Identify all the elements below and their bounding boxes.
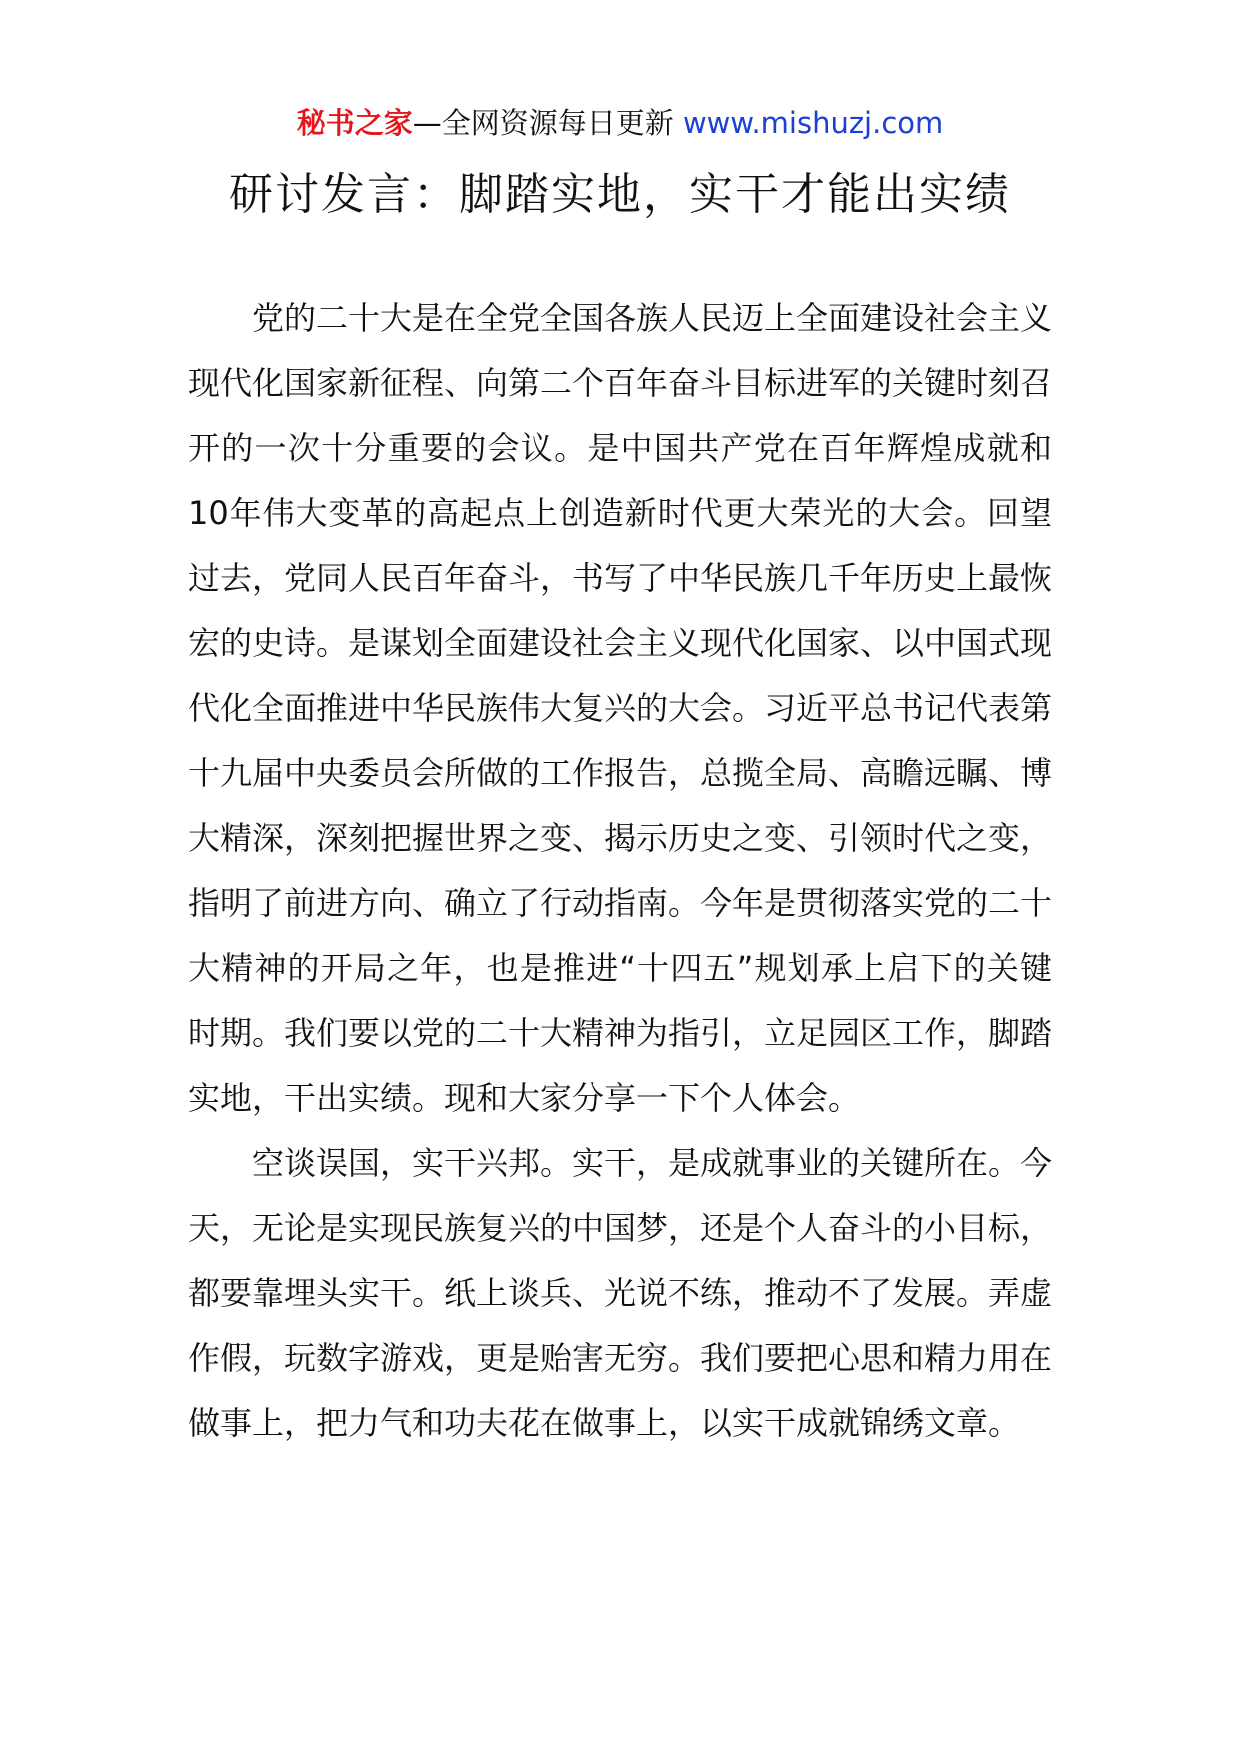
site-url-link[interactable]: www.mishuzj.com: [682, 106, 944, 140]
paragraph-1: 党的二十大是在全党全国各族人民迈上全面建设社会主义现代化国家新征程、向第二个百年奋斗目标进军的关键时刻召开的一次十分重要的会议。是中国共产党在百年辉煌成就和10年伟大变革的高起点上创造新时代更大荣光的大会。回望过去，党同人民百年奋斗，书写了中华民族几千年历史上最恢宏的史诗。是谋划全面建设社会主义现代化国家、以中国式现代化全面推进中华民族伟大复兴的大会。习近平总书记代表第十九届中央委员会所做的工作报告，总揽全局、高瞻远瞩、博大精深，深刻把握世界之变、揭示历史之变、引领时代之变，指明了前进方向、确立了行动指南。今年是贯彻落实党的二十大精神的开局之年，也是推进“十四五”规划承上启下的关键时期。我们要以党的二十大精神为指引，立足园区工作，脚踏实地，干出实绩。现和大家分享一下个人体会。: [188, 299, 1053, 1117]
paragraph-2: 空谈误国，实干兴邦。实干，是成就事业的关键所在。今天，无论是实现民族复兴的中国梦，还是个人奋斗的小目标，都要靠埋头实干。纸上谈兵、光说不练，推动不了发展。弄虚作假，玩数字游戏，更是贻害无穷。我们要把心思和精力用在做事上，把力气和功夫花在做事上，以实干成就锦绣文章。: [188, 1144, 1053, 1442]
document-body: [188, 286, 1052, 1456]
site-brand: 秘书之家: [296, 106, 413, 140]
site-header: [0, 100, 1240, 146]
site-tagline: —全网资源每日更新: [412, 106, 674, 140]
document-title: 研讨发言：脚踏实地，实干才能出实绩: [229, 169, 1011, 220]
